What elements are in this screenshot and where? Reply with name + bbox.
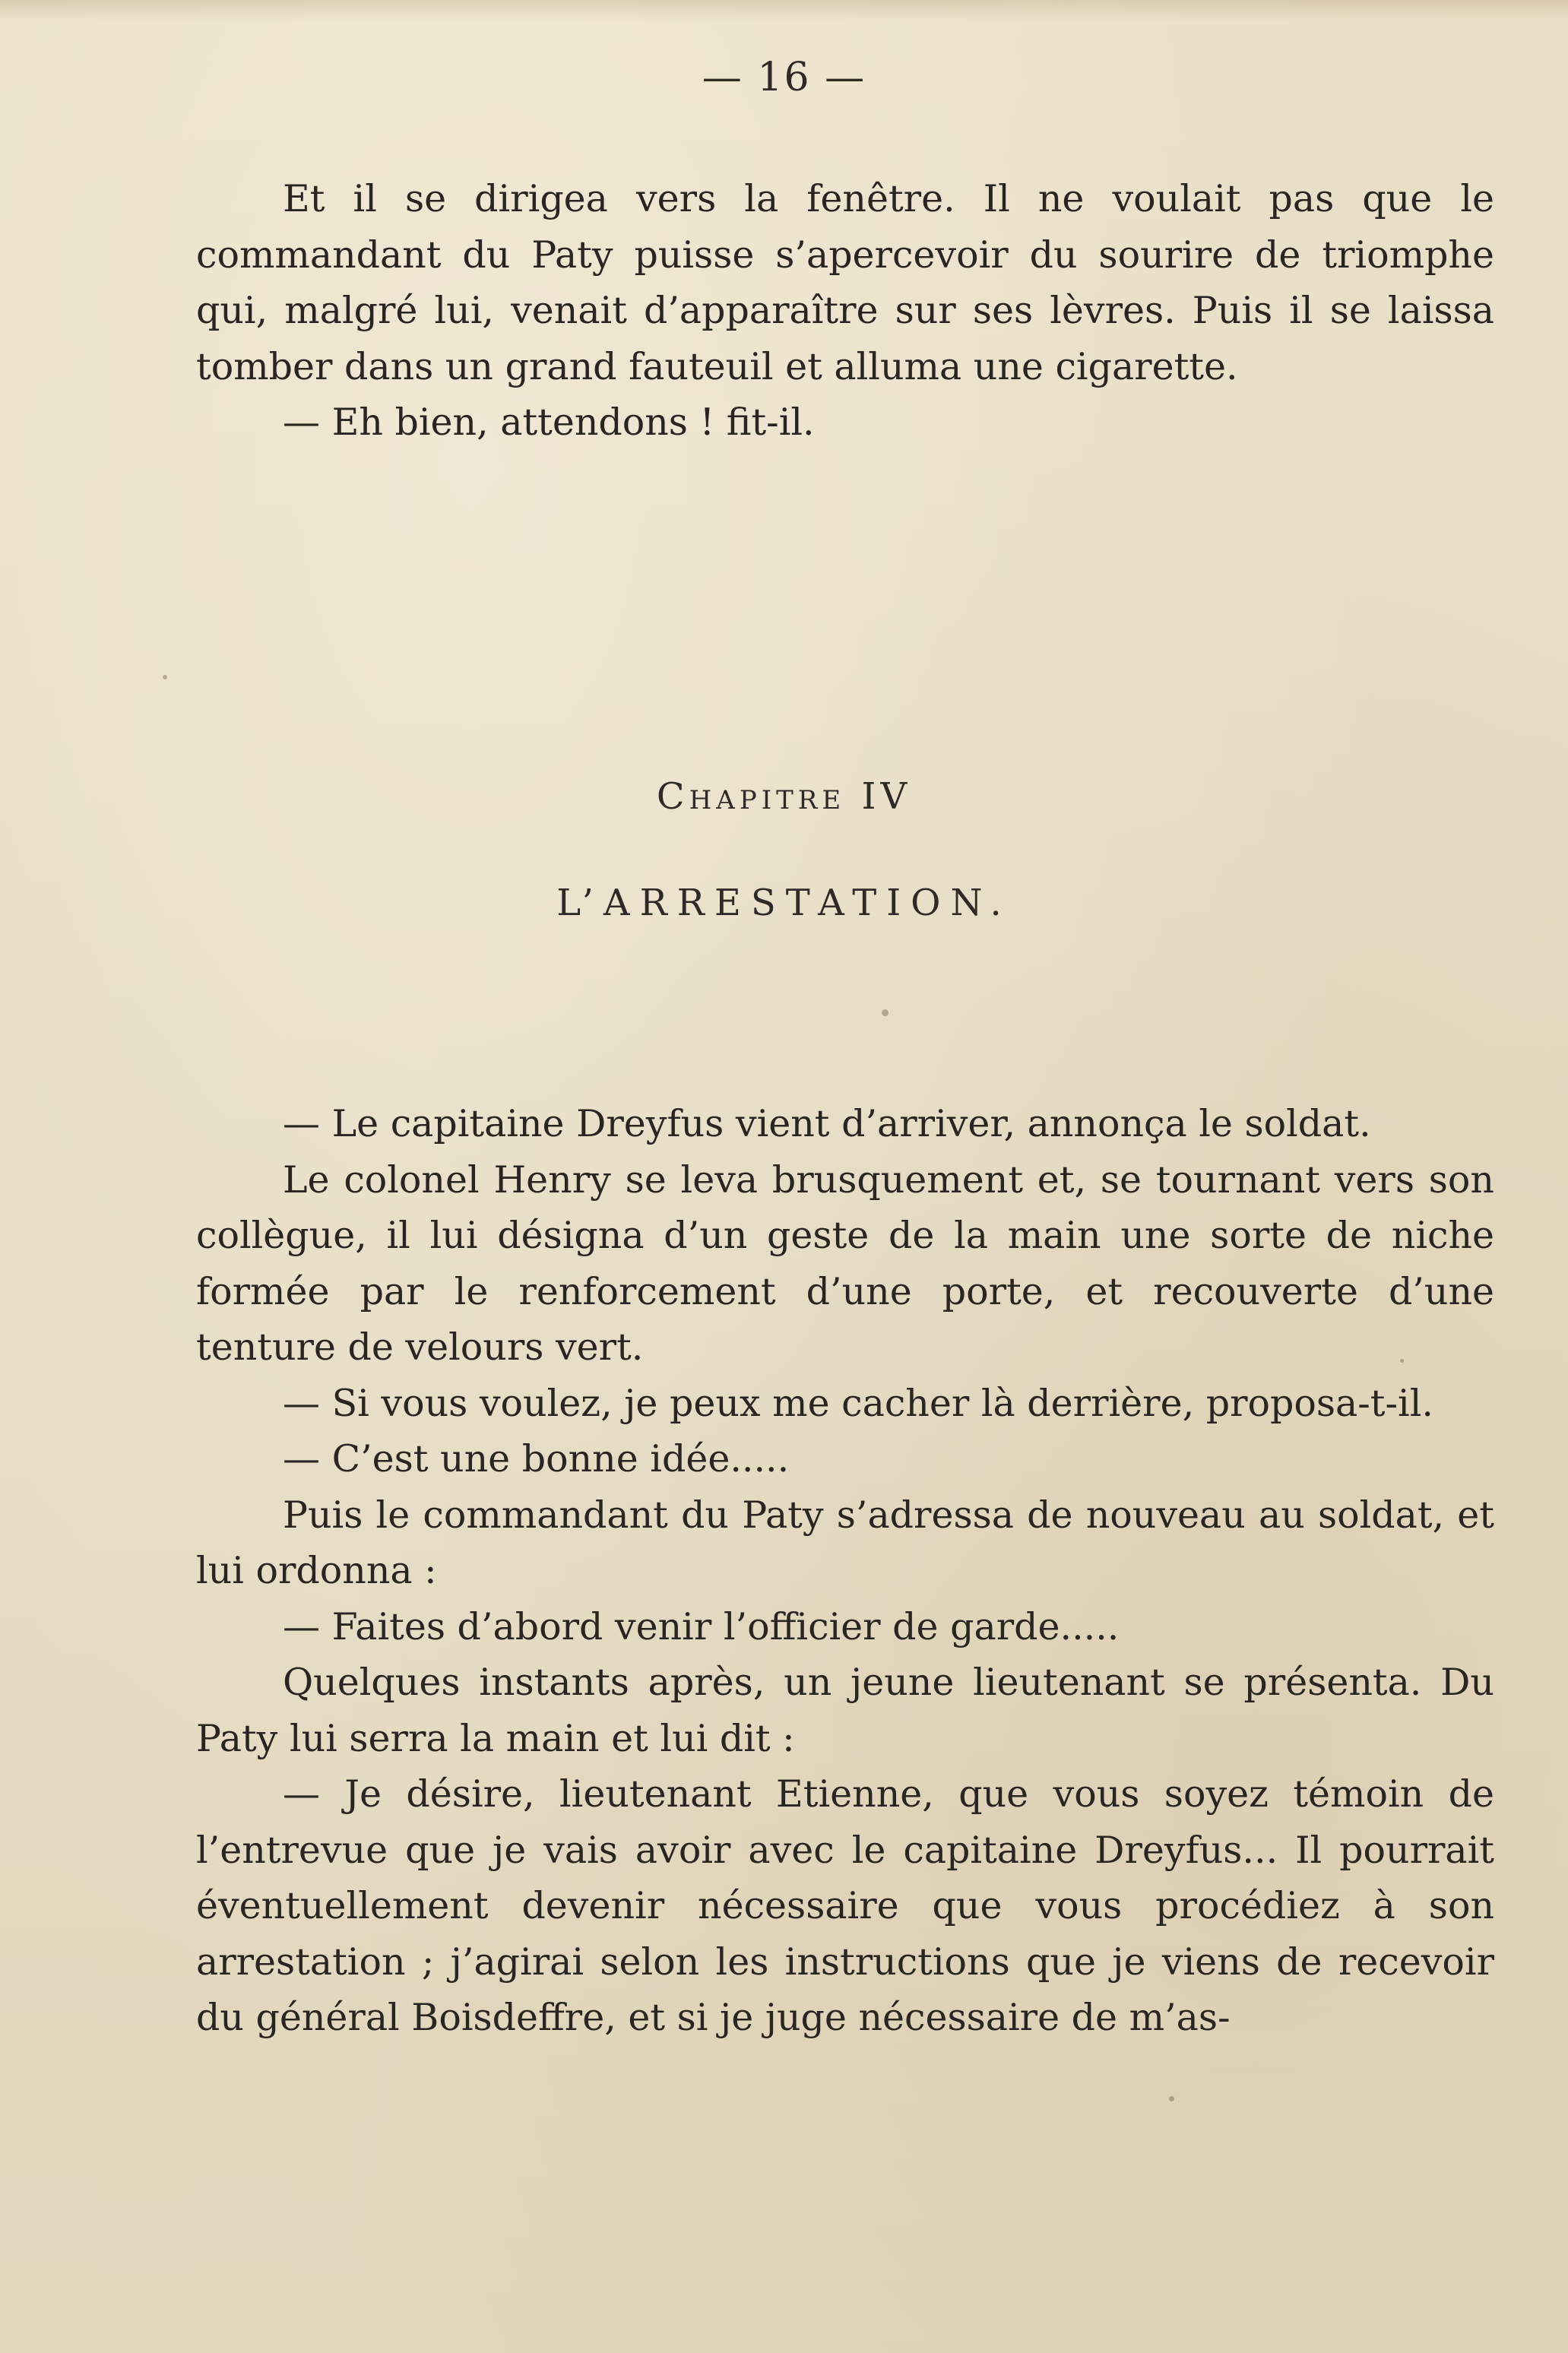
chapter-title: L’ARRESTATION.	[556, 882, 1012, 924]
paragraph: Puis le commandant du Paty s’adressa de nouveau au soldat, et lui ordonna :	[196, 1493, 1494, 1592]
paragraph: Quelques instants après, un jeune lieutenant se présenta. Du Paty lui serra la main et lui dit :	[196, 1661, 1494, 1760]
paragraph: — Le capitaine Dreyfus vient d’arriver, annonça le soldat.	[283, 1102, 1371, 1145]
chapter-body-text	[196, 1096, 1494, 2046]
paper-speck	[882, 1009, 889, 1016]
paragraph: — Si vous voulez, je peux me cacher là derrière, proposa-t-il.	[283, 1381, 1433, 1425]
paragraph: Le colonel Henry se leva brusquement et, se tournant vers son collègue, il lui désigna d’un geste de la main une sorte de niche formée par le renforcement d’une porte, et recouverte d’une tenture de velours vert.	[196, 1157, 1494, 1369]
chapter-label: Chapitre IV	[656, 775, 912, 818]
paragraph: — Faites d’abord venir l’officier de garde.....	[283, 1604, 1120, 1648]
paragraph: — Je désire, lieutenant Etienne, que vous soyez témoin de l’entrevue que je vais avoir avec le capitaine Dreyfus... Il pourrait éventuellement devenir nécessaire que vous procédiez à son arrestation ; j’agirai selon les instructions que je viens de recevoir du général Boisdeffre, et si je juge nécessaire de m’as-	[196, 1772, 1494, 2039]
paragraph: Et il se dirigea vers la fenêtre. Il ne voulait pas que le commandant du Paty puisse s’apercevoir du sourire de triomphe qui, malgré lui, venait d’apparaître sur ses lèvres. Puis il se laissa tomber dans un grand fauteuil et alluma une cigarette.	[196, 177, 1494, 388]
page-number: — 16 —	[702, 55, 866, 100]
opening-text	[196, 171, 1494, 451]
paragraph: — C’est une bonne idée.....	[283, 1437, 790, 1481]
paragraph: — Eh bien, attendons ! fit-il.	[283, 401, 815, 444]
paper-speck	[163, 675, 167, 679]
paper-speck	[1169, 2096, 1174, 2101]
paper-speck	[1400, 1359, 1404, 1363]
